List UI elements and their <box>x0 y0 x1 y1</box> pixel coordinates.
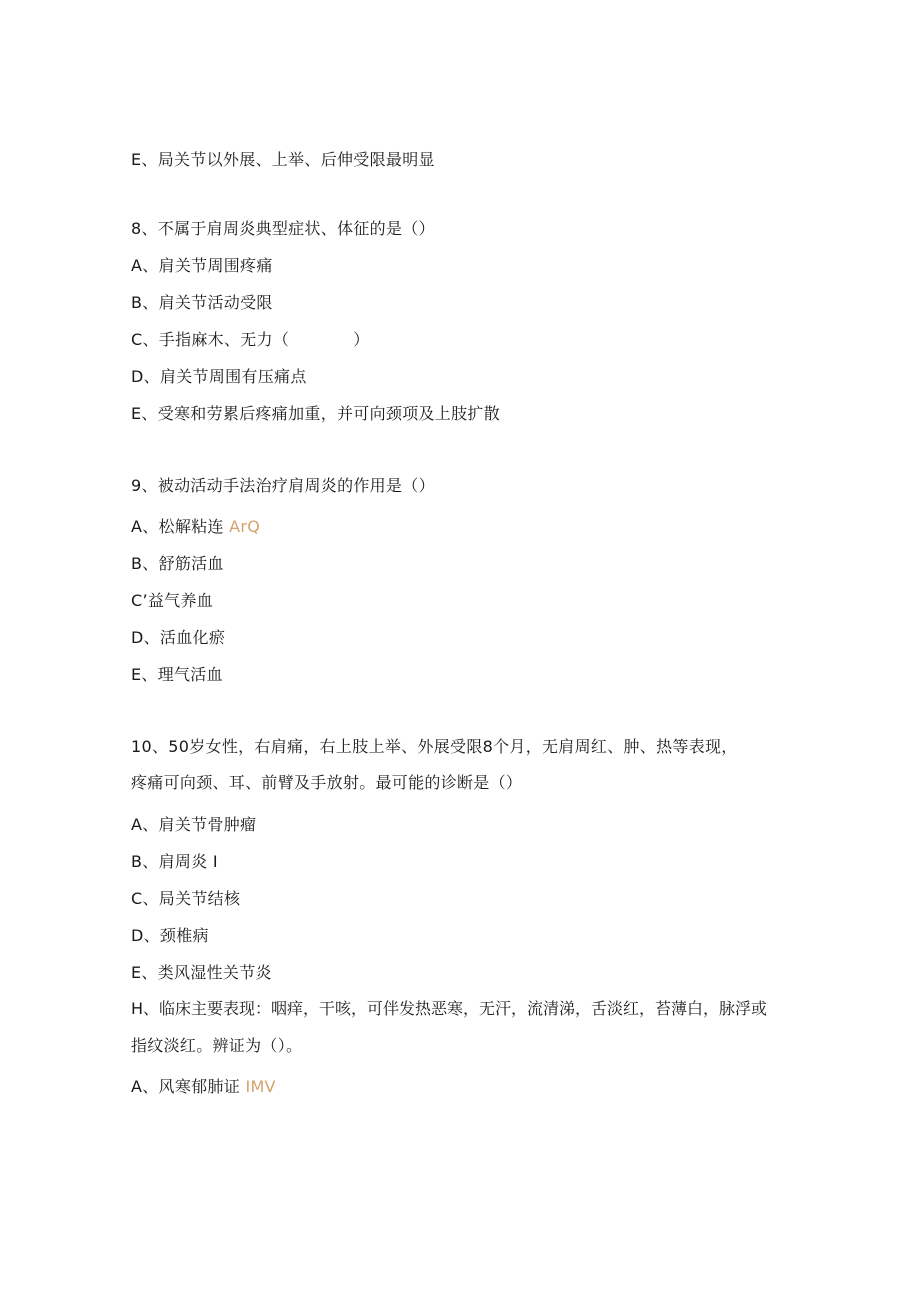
scan-mark: IMV <box>245 1077 276 1096</box>
q8-option-a: A、肩关节周围疼痛 <box>131 256 273 275</box>
q9-option-e: E、理气活血 <box>131 665 223 684</box>
q9-question: 9、被动活动手法治疗肩周炎的作用是（） <box>131 476 435 495</box>
q10-option-e: E、类风湿性关节炎 <box>131 963 272 982</box>
q8-option-e: E、受寒和劳累后疼痛加重，并可向颈项及上肢扩散 <box>131 404 501 423</box>
q9-option-d: D、活血化瘀 <box>131 628 226 647</box>
q9-option-c: C’益气养血 <box>131 591 214 610</box>
q10-option-a: A、肩关节骨肿瘤 <box>131 815 257 834</box>
scan-mark: ArQ <box>229 517 261 536</box>
q11-option-a-text: A、风寒郁肺证 <box>131 1077 246 1096</box>
q8-option-b: B、肩关节活动受限 <box>131 293 273 312</box>
q9-option-b: B、舒筋活血 <box>131 554 224 573</box>
q11-question-line-2: 指纹淡红。辨证为（）。 <box>131 1036 303 1055</box>
q9-option-a-text: A、松解粘连 <box>131 517 224 536</box>
q10-option-b: B、肩周炎 I <box>131 852 218 871</box>
q8-option-c <box>131 329 370 351</box>
q10-option-c: C、局关节结核 <box>131 889 241 908</box>
q8-option-c-prefix: C、手指麻木、无力（ <box>131 330 290 349</box>
q10-question-line-2: 疼痛可向颈、耳、前臂及手放射。最可能的诊断是（） <box>131 773 523 792</box>
q11-question-line-1: H、临床主要表现：咽痒，干咳，可伴发热恶寒，无汗，流清涕，舌淡红，苔薄白，脉浮或 <box>131 999 768 1018</box>
q11-option-a <box>131 1076 276 1098</box>
q8-question: 8、不属于肩周炎典型症状、体征的是（） <box>131 219 435 238</box>
q7-option-e: E、局关节以外展、上举、后伸受限最明显 <box>131 150 435 169</box>
q8-option-c-suffix: ） <box>353 330 370 349</box>
q10-question-line-1: 10、50岁女性，右肩痛，右上肢上举、外展受限8个月，无肩周红、肿、热等表现， <box>131 737 738 756</box>
q9-option-a <box>131 516 260 538</box>
q10-option-d: D、颈椎病 <box>131 926 209 945</box>
q8-option-d: D、肩关节周围有压痛点 <box>131 367 307 386</box>
